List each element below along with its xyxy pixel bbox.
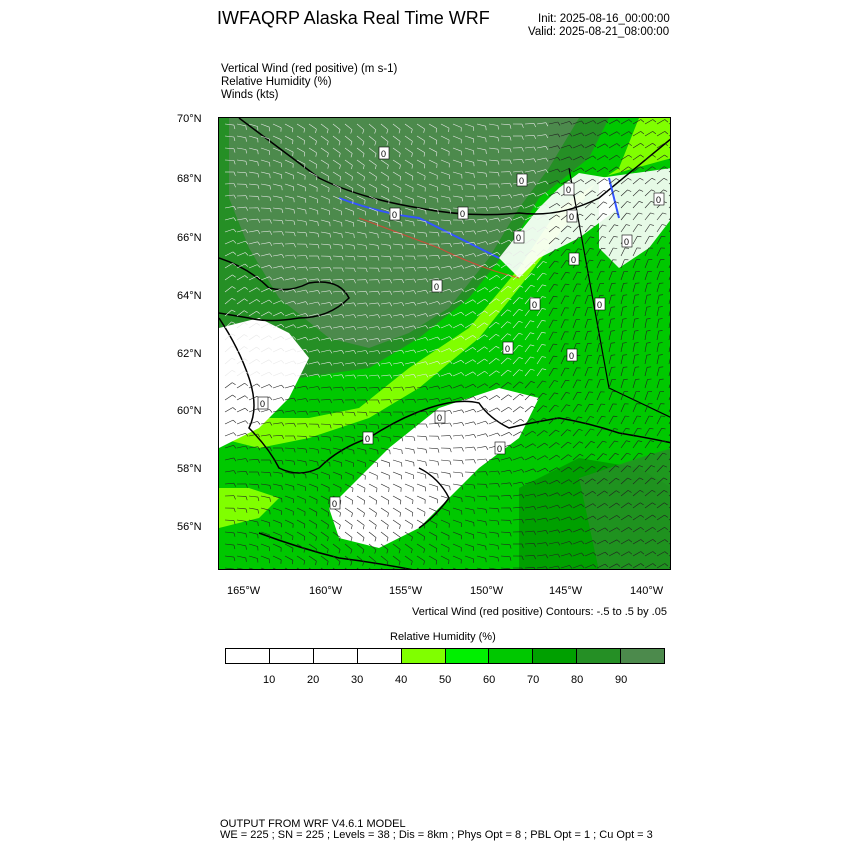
- contour-label: 0: [569, 212, 575, 222]
- wind-barb-flag: [498, 570, 499, 571]
- lon-label: 160°W: [309, 585, 343, 597]
- contour-label: 0: [332, 499, 338, 509]
- lat-label: 58°N: [177, 463, 202, 475]
- valid-time: Valid: 2025-08-21_08:00:00: [528, 26, 670, 38]
- colorbar-cell: [489, 649, 533, 663]
- field-label-winds: Winds (kts): [221, 89, 279, 101]
- colorbar-label: 30: [351, 674, 364, 686]
- colorbar-label: 50: [439, 674, 452, 686]
- field-label-vertical-wind: Vertical Wind (red positive) (m s-1): [221, 63, 398, 75]
- colorbar-label: 60: [483, 674, 496, 686]
- colorbar-cell: [270, 649, 314, 663]
- colorbar-cell: [314, 649, 358, 663]
- colorbar-cell: [402, 649, 446, 663]
- field-label-rh: Relative Humidity (%): [221, 76, 332, 88]
- contour-label: 0: [571, 255, 577, 265]
- contour-note: Vertical Wind (red positive) Contours: -.5 to .5 by .05: [412, 606, 667, 618]
- lat-label: 64°N: [177, 290, 202, 302]
- lat-label: 56°N: [177, 521, 202, 533]
- map-panel: [218, 117, 671, 570]
- colorbar-cell: [446, 649, 490, 663]
- contour-label: 0: [434, 282, 440, 292]
- contour-label: 0: [497, 444, 503, 454]
- colorbar-cell: [621, 649, 664, 663]
- lat-label: 68°N: [177, 173, 202, 185]
- footer-config: WE = 225 ; SN = 225 ; Levels = 38 ; Dis = 8km ; Phys Opt = 8 ; PBL Opt = 1 ; Cu Opt = 3: [220, 829, 653, 841]
- contour-label: 0: [519, 176, 525, 186]
- colorbar-label: 70: [527, 674, 540, 686]
- contour-label: 0: [392, 210, 398, 220]
- colorbar-cell: [533, 649, 577, 663]
- lat-label: 70°N: [177, 113, 202, 125]
- lat-label: 62°N: [177, 348, 202, 360]
- contour-label: 0: [566, 185, 572, 195]
- map-canvas: [219, 118, 671, 570]
- contour-label: 0: [656, 195, 662, 205]
- colorbar-label: 90: [615, 674, 628, 686]
- colorbar-title: Relative Humidity (%): [390, 631, 496, 643]
- contour-label: 0: [516, 233, 522, 243]
- contour-label: 0: [624, 237, 630, 247]
- colorbar-cell: [577, 649, 621, 663]
- lat-label: 60°N: [177, 405, 202, 417]
- chart-title: IWFAQRP Alaska Real Time WRF: [217, 8, 490, 28]
- colorbar-cell: [226, 649, 270, 663]
- contour-label: 0: [381, 149, 387, 159]
- wind-barb-flag: [234, 569, 235, 570]
- lon-label: 165°W: [227, 585, 261, 597]
- contour-label: 0: [597, 300, 603, 310]
- contour-label: 0: [532, 300, 538, 310]
- contour-label: 0: [460, 209, 466, 219]
- footer-model: OUTPUT FROM WRF V4.6.1 MODEL: [220, 818, 406, 830]
- init-time: Init: 2025-08-16_00:00:00: [538, 13, 670, 25]
- contour-label: 0: [505, 344, 511, 354]
- colorbar-label: 80: [571, 674, 584, 686]
- lon-label: 145°W: [549, 585, 583, 597]
- contour-label: 0: [365, 434, 371, 444]
- contour-label: 0: [260, 399, 266, 409]
- colorbar-label: 40: [395, 674, 408, 686]
- contour-label: 0: [437, 413, 443, 423]
- contour-label: 0: [569, 351, 575, 361]
- lon-label: 150°W: [470, 585, 504, 597]
- colorbar-label: 20: [307, 674, 320, 686]
- colorbar: [225, 648, 665, 664]
- colorbar-cell: [358, 649, 402, 663]
- colorbar-label: 10: [263, 674, 276, 686]
- lon-label: 140°W: [630, 585, 664, 597]
- lon-label: 155°W: [389, 585, 423, 597]
- lat-label: 66°N: [177, 232, 202, 244]
